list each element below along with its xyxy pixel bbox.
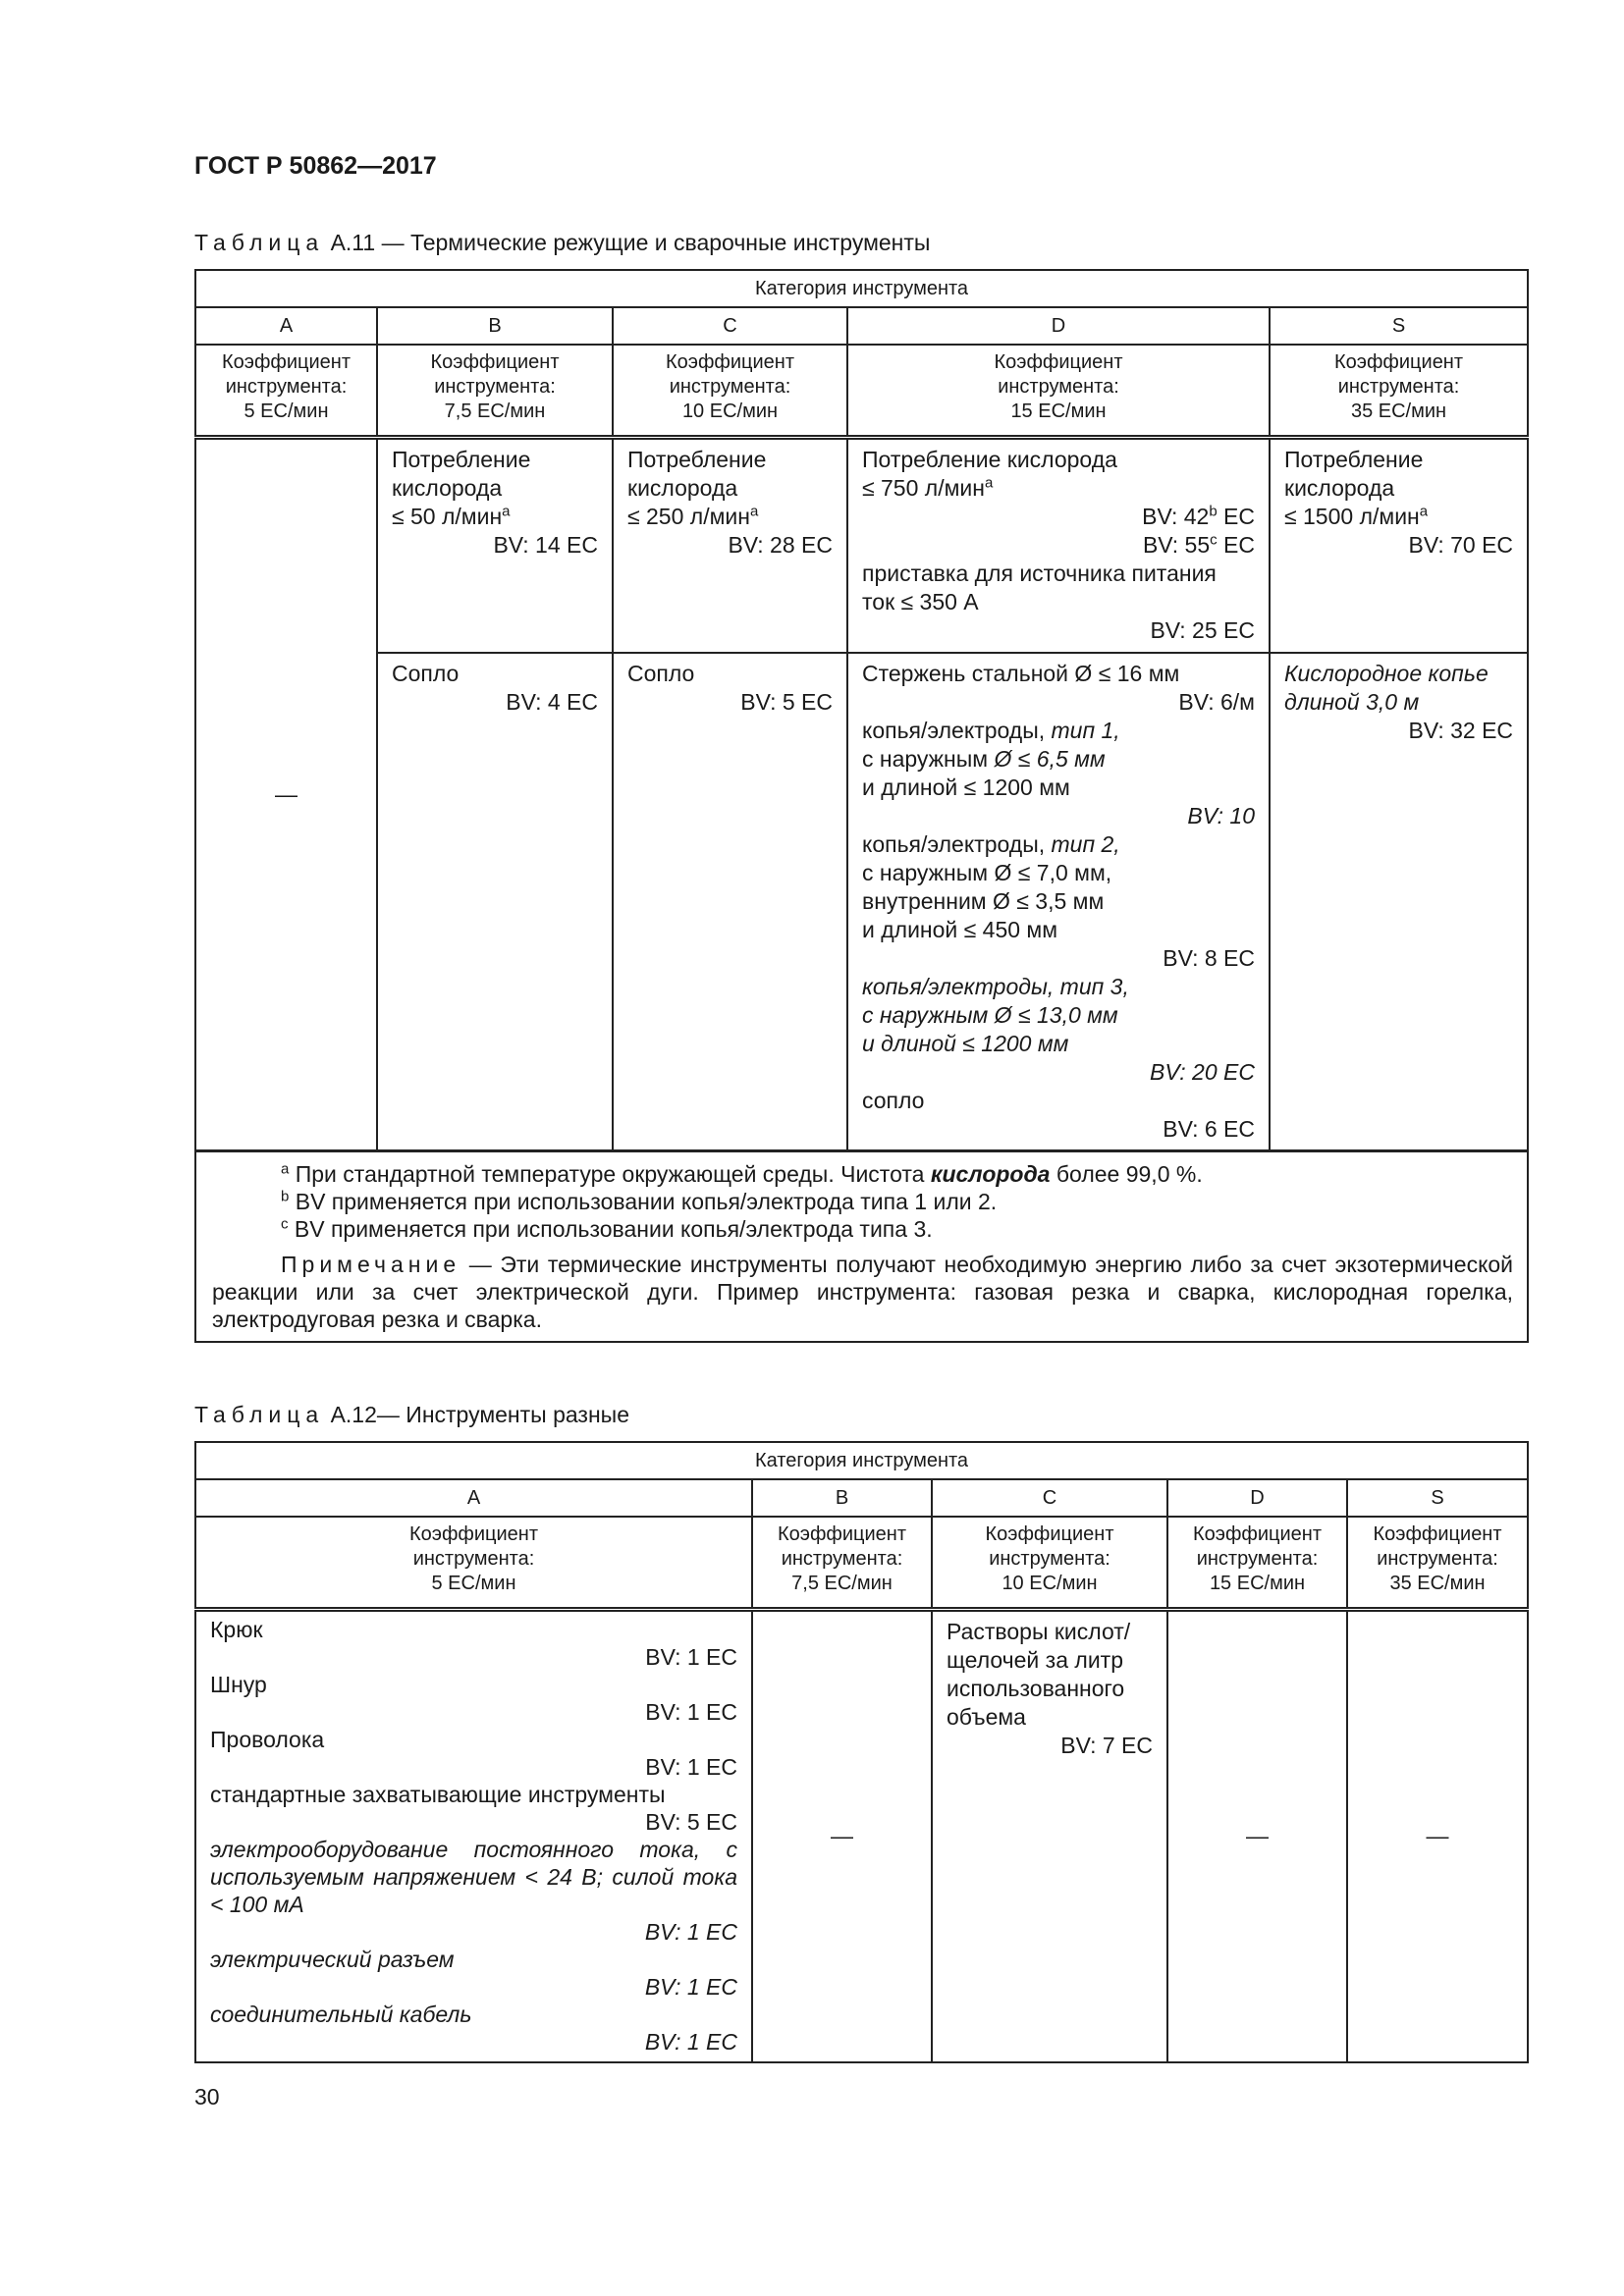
column-header-a: A (195, 1479, 752, 1517)
list-item: Крюк (210, 1616, 263, 1642)
bv-value: BV: 70 ЕС (1408, 531, 1514, 558)
bv-value: BV: 55$^c$ ЕС (1142, 530, 1255, 558)
column-header-d: D (1167, 1479, 1347, 1517)
column-header-a: A (195, 307, 377, 345)
bv-value: BV: 32 ЕС (1408, 718, 1514, 743)
list-item: соединительный кабель (210, 2001, 472, 2027)
cell-c-nozzle: Сопло BV: 5 ЕС (613, 653, 847, 1151)
cell-a-items (195, 1609, 752, 2062)
bv-value: BV: 1 ЕС (645, 1753, 737, 1780)
bv-value: BV: 1 ЕС (644, 2028, 737, 2055)
table-a12 (194, 1441, 1529, 2063)
table-a11-caption (194, 230, 930, 256)
cell-b-oxygen: Потребление кислорода ≤ 50 л/мин$^a$ BV: 14 ЕС (377, 437, 613, 653)
column-s-dash: — (1347, 1609, 1528, 2062)
column-header-c: C (932, 1479, 1167, 1517)
list-item: Проволока (210, 1726, 325, 1752)
bv-value: BV: 7 ЕС (1060, 1732, 1153, 1758)
bv-value: BV: 5 ЕС (740, 689, 833, 715)
bv-value: BV: 6/м (1178, 689, 1255, 715)
coefficient-cell-b: Коэффициент инструмента: 7,5 ЕС/мин (752, 1517, 932, 1609)
bv-value: BV: 20 ЕС (1150, 1059, 1255, 1085)
column-header-s: S (1347, 1479, 1528, 1517)
cell-s-oxygen: Потребление кислорода ≤ 1500 л/мин$^a$ BV: 70 ЕС (1270, 437, 1528, 653)
bv-value: BV: 8 ЕС (1163, 945, 1255, 971)
cell-c-solutions: Растворы кислот/ щелочей за литр использованного объема BV: 7 ЕС (932, 1609, 1167, 2062)
table-caption-label: Таблица (194, 230, 325, 255)
bv-value: BV: 6 ЕС (1163, 1116, 1255, 1142)
table-footnotes (195, 1151, 1528, 1343)
cell-d-oxygen: Потребление кислорода ≤ 750 л/мин$^a$ BV: 42$^b$ ЕС BV: 55$^c$ ЕС приставка для источника питания ток ≤ 350 А BV: 25 ЕС (847, 437, 1270, 653)
list-item: электрооборудование постоянного тока, с используемым напряжением < 24 В; силой тока < 100 мА (210, 1836, 737, 1917)
coefficient-cell-d: Коэффициент инструмента: 15 ЕС/мин (1167, 1517, 1347, 1609)
column-header-c: C (613, 307, 847, 345)
cell-d-electrodes: Стержень стальной Ø ≤ 16 мм BV: 6/м копья/электроды, тип 1, с наружным Ø ≤ 6,5 мм и длиной ≤ 1200 мм BV: 10 копья/электроды, тип 2, с наружным Ø ≤ 7,0 мм, внутренним Ø ≤ 3,5 мм и длиной ≤ 450 мм BV: 8 ЕС копья/электроды, тип 3, с наружным Ø ≤ 13,0 мм и длиной ≤ 1200 мм BV: 20 ЕС сопло BV: 6 ЕС (847, 653, 1270, 1151)
table-a12-caption (194, 1402, 629, 1428)
table-caption-text: А.11 — Термические режущие и сварочные инструменты (330, 230, 931, 255)
coefficient-cell-s: Коэффициент инструмента: 35 ЕС/мин (1347, 1517, 1528, 1609)
category-header: Категория инструмента (195, 1442, 1528, 1479)
list-item: Шнур (210, 1671, 267, 1697)
coefficient-cell-b: Коэффициент инструмента: 7,5 ЕС/мин (377, 345, 613, 437)
bv-value: BV: 14 ЕС (493, 531, 598, 558)
column-header-b: B (377, 307, 613, 345)
table-caption-text: А.12— Инструменты разные (330, 1402, 629, 1427)
document-title: ГОСТ Р 50862—2017 (194, 152, 437, 180)
table-note: Примечание — Эти термические инструменты получают необходимую энергию либо за счет экзотермической реакции или за счет электрической дуги. Пример инструмента: газовая резка и сварка, кислородная горелка, электродуговая резка и сварка. (212, 1252, 1514, 1332)
page-number: 30 (194, 2084, 220, 2109)
list-item: электрический разъем (210, 1946, 455, 1972)
coefficient-cell-c: Коэффициент инструмента: 10 ЕС/мин (613, 345, 847, 437)
footnote-a: $^a$ При стандартной температуре окружающей среды. Чистота кислорода более 99,0 %. (281, 1160, 1203, 1187)
column-header-b: B (752, 1479, 932, 1517)
list-item: стандартные захватывающие инструменты (210, 1781, 666, 1807)
footnote-b: $^b$ BV применяется при использовании копья/электрода типа 1 или 2. (281, 1188, 998, 1214)
column-a-dash: — (195, 437, 377, 1151)
bv-value: BV: 25 ЕС (1150, 616, 1255, 643)
category-header: Категория инструмента (195, 270, 1528, 307)
column-d-dash: — (1167, 1609, 1347, 2062)
bv-value: BV: 28 ЕС (728, 531, 833, 558)
column-header-s: S (1270, 307, 1528, 345)
coefficient-cell-a: Коэффициент инструмента: 5 ЕС/мин (195, 1517, 752, 1609)
footnote-c: $^c$ BV применяется при использовании копья/электрода типа 3. (281, 1215, 933, 1242)
table-caption-label: Таблица (194, 1402, 325, 1427)
coefficient-cell-s: Коэффициент инструмента: 35 ЕС/мин (1270, 345, 1528, 437)
cell-s-lance: Кислородное копье длиной 3,0 м BV: 32 ЕС (1270, 653, 1528, 1151)
table-a11 (194, 269, 1529, 1343)
bv-value: BV: 1 ЕС (645, 1643, 737, 1670)
cell-c-oxygen: Потребление кислорода ≤ 250 л/мин$^a$ BV: 28 ЕС (613, 437, 847, 653)
bv-value: BV: 5 ЕС (645, 1808, 737, 1835)
column-b-dash: — (752, 1609, 932, 2062)
coefficient-cell-d: Коэффициент инструмента: 15 ЕС/мин (847, 345, 1270, 437)
bv-value: BV: 42$^b$ ЕС (1142, 502, 1255, 529)
bv-value: BV: 10 (1187, 803, 1255, 828)
cell-b-nozzle: Сопло BV: 4 ЕС (377, 653, 613, 1151)
column-header-d: D (847, 307, 1270, 345)
bv-value: BV: 1 ЕС (644, 1973, 737, 2000)
coefficient-cell-a: Коэффициент инструмента: 5 ЕС/мин (195, 345, 377, 437)
bv-value: BV: 1 ЕС (644, 1918, 737, 1945)
coefficient-cell-c: Коэффициент инструмента: 10 ЕС/мин (932, 1517, 1167, 1609)
bv-value: BV: 4 ЕС (506, 689, 598, 715)
bv-value: BV: 1 ЕС (645, 1698, 737, 1725)
